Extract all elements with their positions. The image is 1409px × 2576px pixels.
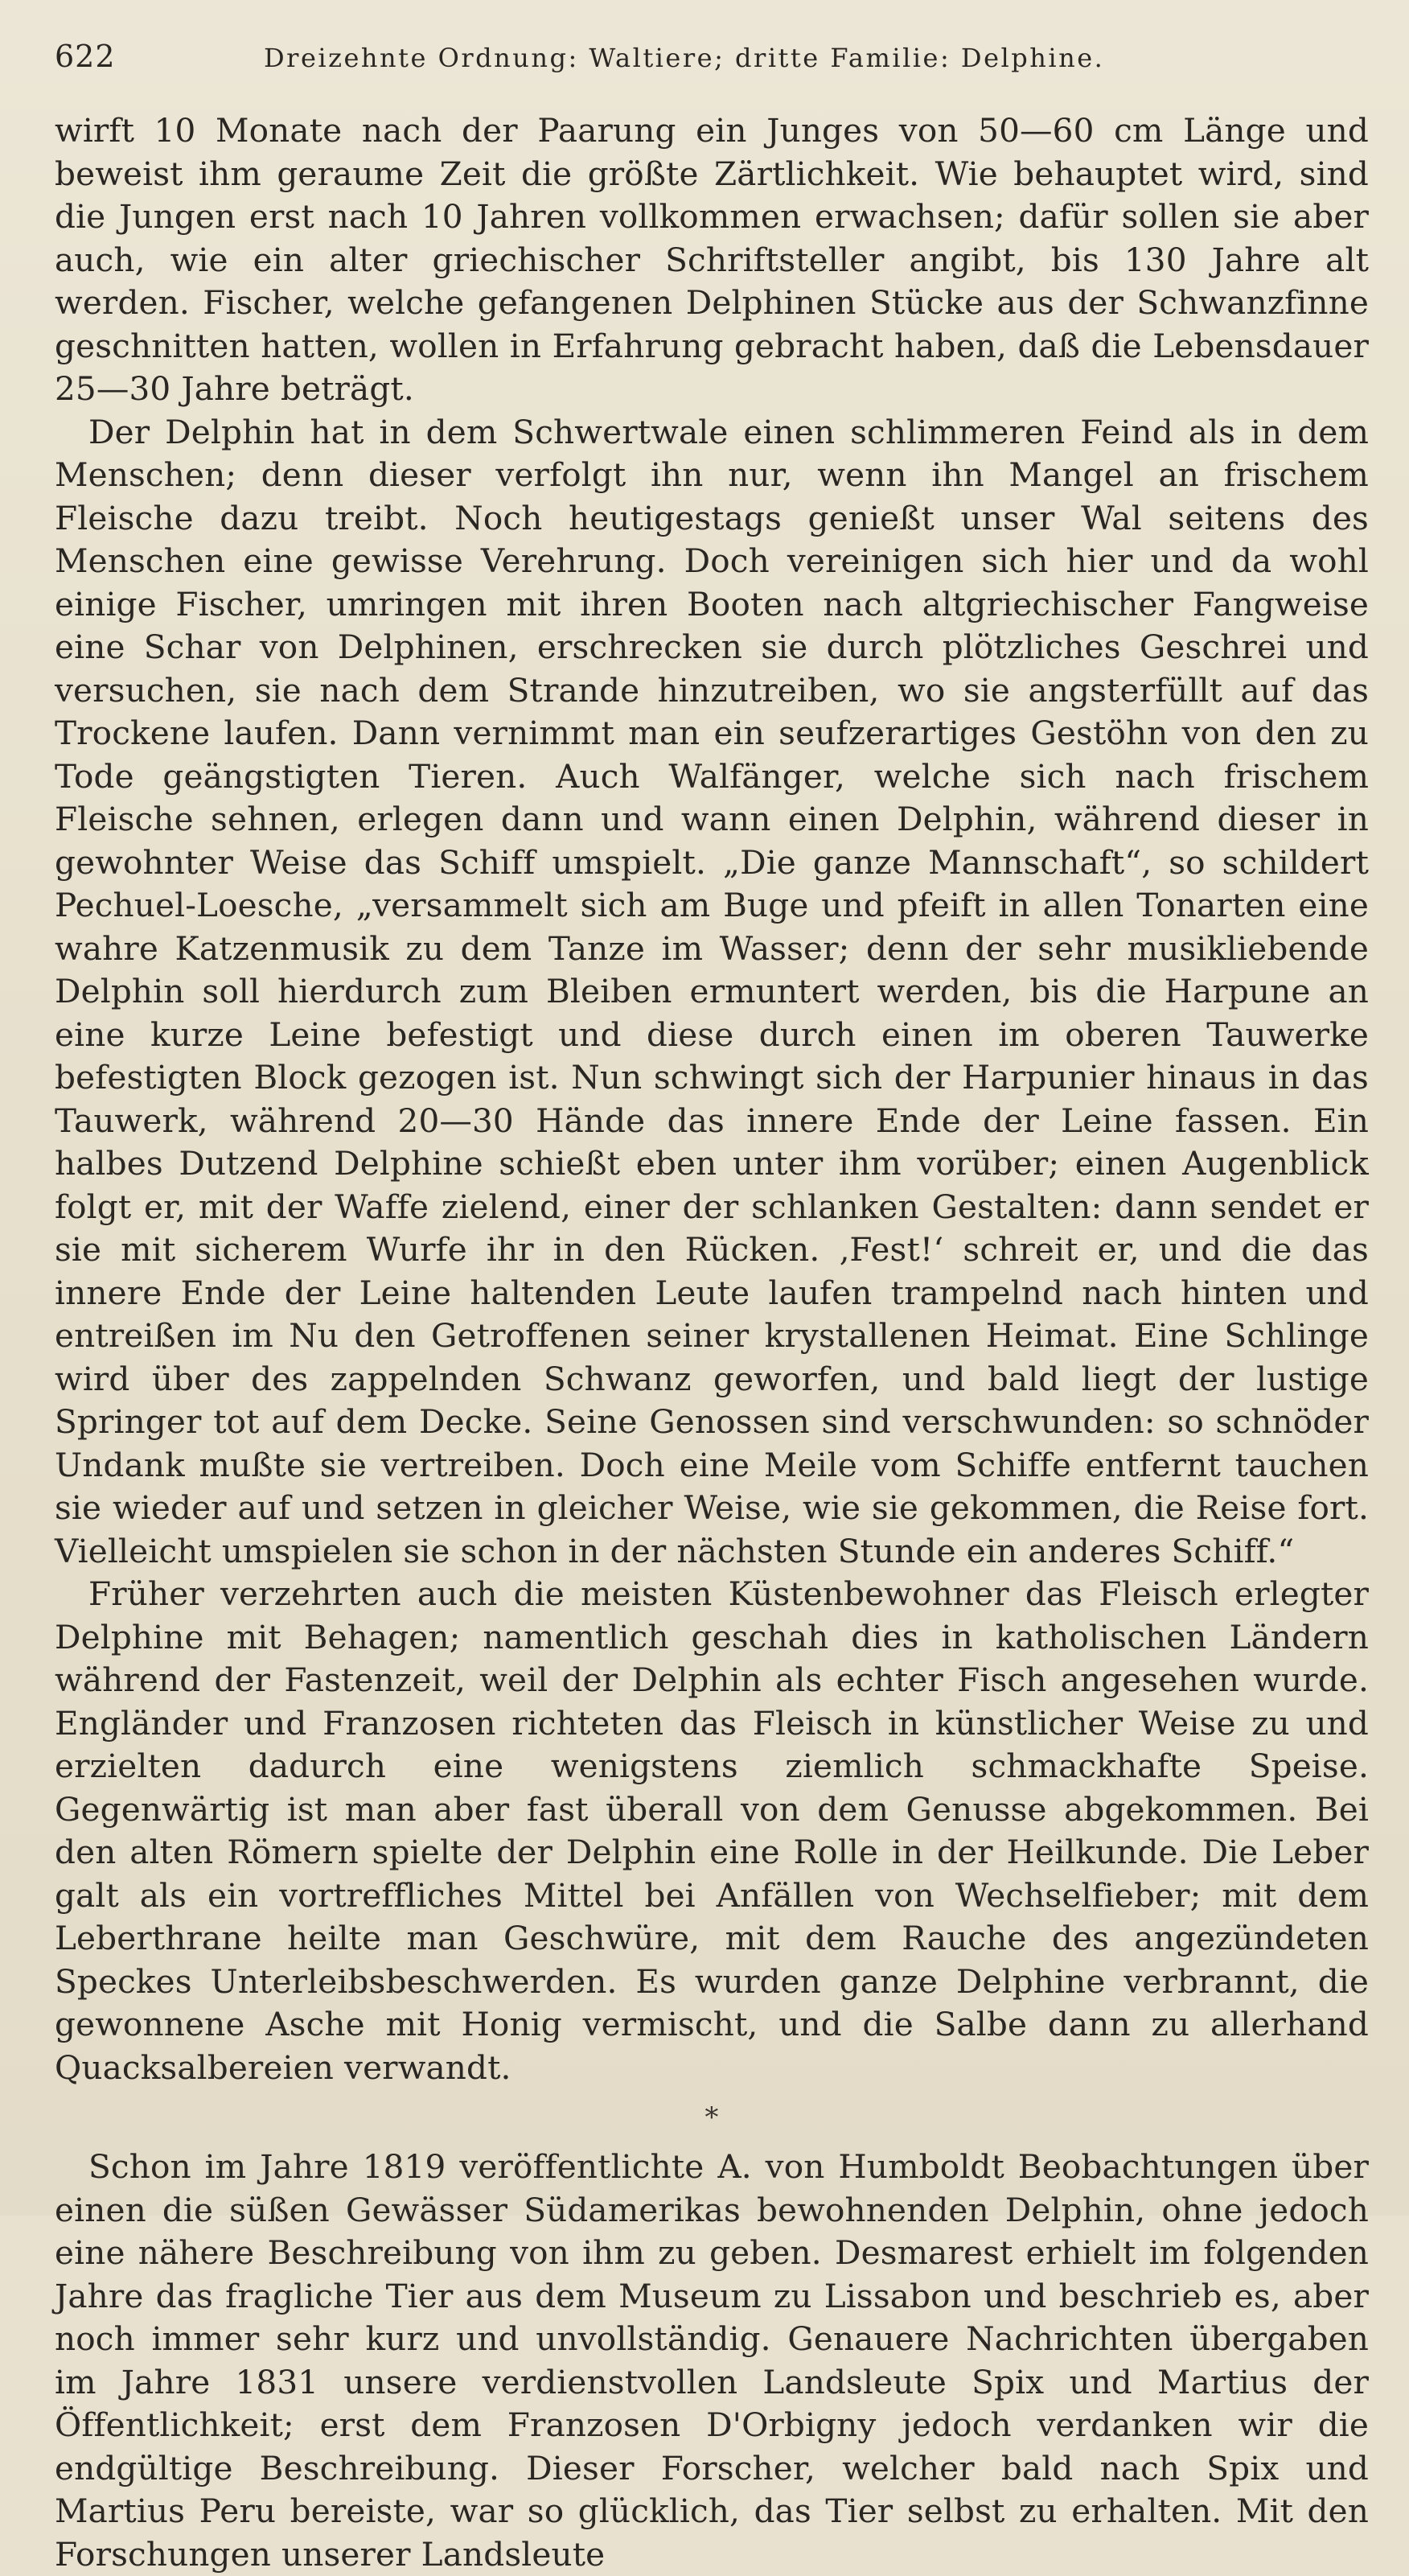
paragraph-new-section: Schon im Jahre 1819 veröffentlichte A. von Humboldt Beobachtungen über einen die süßen Gewässer Südamerikas bewohnenden Delphin, ohne jedoch eine nähere Beschreibung von ihm zu geben. Desmarest erhielt im folgenden Jahre das fragliche Tier aus dem Museum zu Lissabon und beschrieb es, aber noch immer sehr kurz und unvollständig. Genauere Nachrichten übergaben im Jahre 1831 unsere verdienstvollen Landsleute Spix und Martius der Öffentlichkeit; erst dem Franzosen D'Orbigny jedoch verdanken wir die endgültige Beschreibung. Dieser Forscher, welcher bald nach Spix und Martius Peru bereiste, war so glücklich, das Tier selbst zu erhalten. Mit den Forschungen unserer Landsleute bbox=[55, 2147, 1369, 2574]
paragraph-enemies: Der Delphin hat in dem Schwertwale einen schlimmeren Feind als in dem Menschen; denn dieser verfolgt ihn nur, wenn ihn Mangel an frischem Fleische dazu treibt. Noch heutigestags genießt unser Wal seitens des Menschen eine gewisse Verehrung. Doch vereinigen sich hier und da wohl einige Fischer, umringen mit ihren Booten nach altgriechischer Fangweise eine Schar von Delphinen, erschrecken sie durch plötzliches Geschrei und versuchen, sie nach dem Strande hinzutreiben, wo sie angsterfüllt auf das Trockene laufen. Dann vernimmt man ein seufzerartiges Gestöhn von den zu Tode geängstigten Tieren. Auch Walfänger, welche sich nach frischem Fleische sehnen, erlegen dann und wann einen Delphin, während dieser in gewohnter Weise das Schiff umspielt. „Die ganze Mannschaft“, so schildert Pechuel-Loesche, „versammelt sich am Buge und pfeift in allen Tonarten eine wahre Katzenmusik zu dem Tanze im Wasser; denn der sehr musikliebende Delphin soll hierdurch zum Bleiben ermuntert werden, bis die Harpune an eine kurze Leine befestigt und diese durch einen im oberen Tauwerke befestigten Block gezogen ist. Nun schwingt sich der Harpunier hinaus in das Tauwerk, während 20—30 Hände das innere Ende der Leine fassen. Ein halbes Dutzend Delphine schießt eben unter ihm vorüber; einen Augenblick folgt er, mit der Waffe zielend, einer der schlanken Gestalten: dann sendet er sie mit sicherem Wurfe ihr in den Rücken. ‚Fest!‘ schreit er, und die das innere Ende der Leine haltenden Leute laufen trampelnd nach hinten und entreißen im Nu den Getroffenen seiner krystallenen Heimat. Eine Schlinge wird über des zappelnden Schwanz geworfen, und bald liegt der lustige Springer tot auf dem Decke. Seine Genossen sind verschwunden: so schnöder Undank mußte sie vertreiben. Doch eine Meile vom Schiffe entfernt tauchen sie wieder auf und setzen in gleicher Weise, wie sie gekommen, die Reise fort. Vielleicht umspielen sie schon in der nächsten Stunde ein anderes Schiff.“ bbox=[55, 412, 1369, 1570]
paragraph-continuation: wirft 10 Monate nach der Paarung ein Junges von 50—60 cm Länge und beweist ihm geraume Zeit die größte Zärtlichkeit. Wie behauptet wird, sind die Jungen erst nach 10 Jahren vollkommen erwachsen; dafür sollen sie aber auch, wie ein alter griechischer Schriftsteller angibt, bis 130 Jahre alt werden. Fischer, welche gefangenen Delphinen Stücke aus der Schwanzfinne geschnitten hatten, wollen in Erfahrung gebracht haben, daß die Lebensdauer 25—30 Jahre beträgt. bbox=[55, 111, 1369, 408]
running-title: Dreizehnte Ordnung: Waltiere; dritte Familie: Delphine. bbox=[264, 43, 1105, 73]
section-separator: * bbox=[704, 2101, 719, 2134]
page-header bbox=[55, 39, 1369, 87]
page-number: 622 bbox=[55, 39, 116, 74]
paragraph-uses: Früher verzehrten auch die meisten Küstenbewohner das Fleisch erlegter Delphine mit Behagen; namentlich geschah dies in katholischen Ländern während der Fastenzeit, weil der Delphin als echter Fisch angesehen wurde. Engländer und Franzosen richteten das Fleisch in künstlicher Weise zu und erzielten dadurch eine wenigstens ziemlich schmackhafte Speise. Gegenwärtig ist man aber fast überall von dem Genusse abgekommen. Bei den alten Römern spielte der Delphin eine Rolle in der Heilkunde. Die Leber galt als ein vortreffliches Mittel bei Anfällen von Wechselfieber; mit dem Leberthrane heilte man Geschwüre, mit dem Rauche des angezündeten Speckes Unterleibsbeschwerden. Es wurden ganze Delphine verbrannt, die gewonnene Asche mit Honig vermischt, und die Salbe dann zu allerhand Quacksalbereien verwandt. bbox=[55, 1574, 1369, 2087]
body-text bbox=[55, 109, 1369, 2576]
